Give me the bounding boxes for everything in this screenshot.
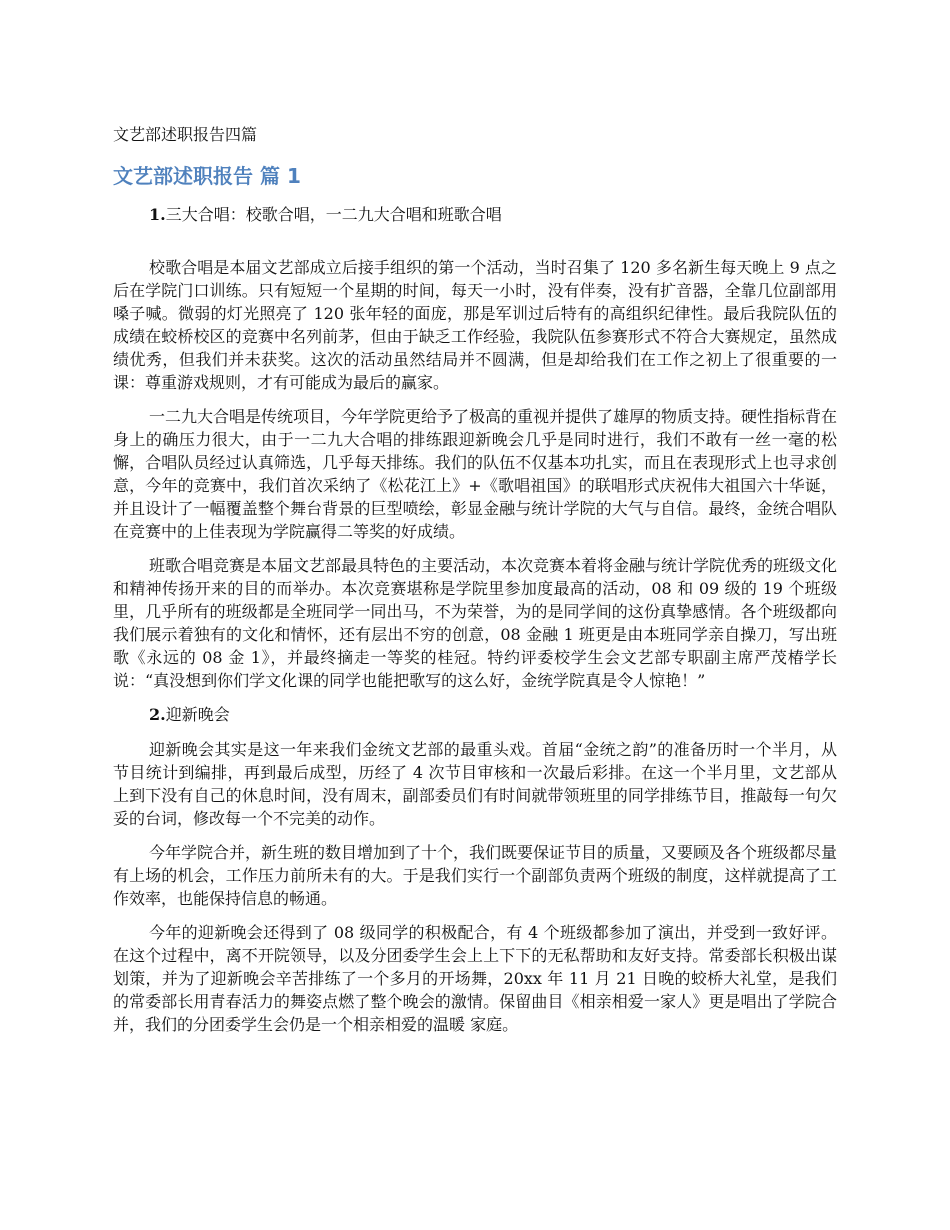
- document-title: 文艺部述职报告四篇: [113, 125, 258, 144]
- paragraph: 校歌合唱是本届文艺部成立后接手组织的第一个活动，当时召集了 120 多名新生每天晚上 9 点之后在学院门口训练。只有短短一个星期的时间，每天一小时，没有伴奏，没有扩音器，全靠几位副部用嗓子喊。微弱的灯光照亮了 120 张年轻的面庞，那是军训过后特有的高组织纪律性。最后我院队伍的成绩在蛟桥校区的竞赛中名列前茅，但由于缺乏工作经验，我院队伍参赛形式不符合大赛规定，虽然成绩优秀，但我们并未获奖。这次的活动虽然结局并不圆满，但是却给我们在工作之初上了很重要的一课：尊重游戏规则，才有可能成为最后的赢家。: [113, 258, 837, 392]
- paragraph: 今年学院合并，新生班的数目增加到了十个，我们既要保证节目的质量，又要顾及各个班级都尽量有上场的机会，工作压力前所未有的大。于是我们实行一个副部负责两个班级的制度，这样就提高了工作效率，也能保持信息的畅通。: [113, 843, 838, 908]
- section-heading-number: 1: [286, 164, 301, 188]
- paragraph: 今年的迎新晚会还得到了 08 级同学的积极配合，有 4 个班级都参加了演出，并受到一致好评。在这个过程中，离不开院领导，以及分团委学生会上上下下的无私帮助和友好支持。常委部长积极出谋划策，并为了迎新晚会辛苦排练了一个多月的开场舞，20xx 年 11 月 21 日晚的蛟桥大礼堂，是我们的常委部长用青春活力的舞姿点燃了整个晚会的激情。保留曲目《相亲相爱一家人》更是唱出了学院合并，我们的分团委学生会仍是一个相亲相爱的温暖 家庭。: [113, 923, 837, 1034]
- paragraph: 班歌合唱竞赛是本届文艺部最具特色的主要活动，本次竞赛本着将金融与统计学院优秀的班级文化和精神传扬开来的目的而举办。本次竞赛堪称是学院里参加度最高的活动，08 和 09 级的 19 个班级里，几乎所有的班级都是全班同学一同出马，不为荣誉，为的是同学间的这份真挚感情。各个班级都向我们展示着独有的文化和情怀，还有层出不穷的创意，08 金融 1 班更是由本班同学亲自操刀，写出班歌《永远的 08 金 1》，并最终摘走一等奖的桂冠。特约评委校学生会文艺部专职副主席严茂椿学长说：“真没想到你们学文化课的同学也能把歌写的这么好，金统学院真是令人惊艳！”: [113, 556, 838, 690]
- subsection-title-1: [113, 203, 837, 226]
- section-heading-text: 文艺部述职报告 篇: [113, 164, 280, 188]
- section-heading: [113, 162, 301, 190]
- subsection-title-text: 迎新晚会: [165, 705, 230, 724]
- paragraph: 迎新晚会其实是这一年来我们金统文艺部的最重头戏。首届“金统之韵”的准备历时一个半月，从节目统计到编排，再到最后成型，历经了 4 次节目审核和一次最后彩排。在这一个半月里，文艺部从上到下没有自己的休息时间，没有周末，副部委员们有时间就带领班里的同学排练节目，推敲每一句欠妥的台词，修改每一个不完美的动作。: [113, 740, 837, 828]
- subsection-title-2: [113, 703, 837, 726]
- paragraph: 一二九大合唱是传统项目，今年学院更给予了极高的重视并提供了雄厚的物质支持。硬性指标背在身上的确压力很大，由于一二九大合唱的排练跟迎新晚会几乎是同时进行，我们不敢有一丝一毫的松懈，合唱队员经过认真筛选，几乎每天排练。我们的队伍不仅基本功扎实，而且在表现形式上也寻求创意，今年的竞赛中，我们首次采纳了《松花江上》+《歌唱祖国》的联唱形式庆祝伟大祖国六十华诞，并且设计了一幅覆盖整个舞台背景的巨型喷绘，彰显金融与统计学院的大气与自信。最终，金统合唱队在竞赛中的上佳表现为学院赢得二等奖的好成绩。: [113, 407, 838, 541]
- document-body: [113, 203, 837, 1047]
- subsection-number: 2.: [149, 705, 166, 724]
- subsection-title-text: 三大合唱：校歌合唱，一二九大合唱和班歌合唱: [165, 205, 502, 224]
- subsection-number: 1.: [149, 205, 166, 224]
